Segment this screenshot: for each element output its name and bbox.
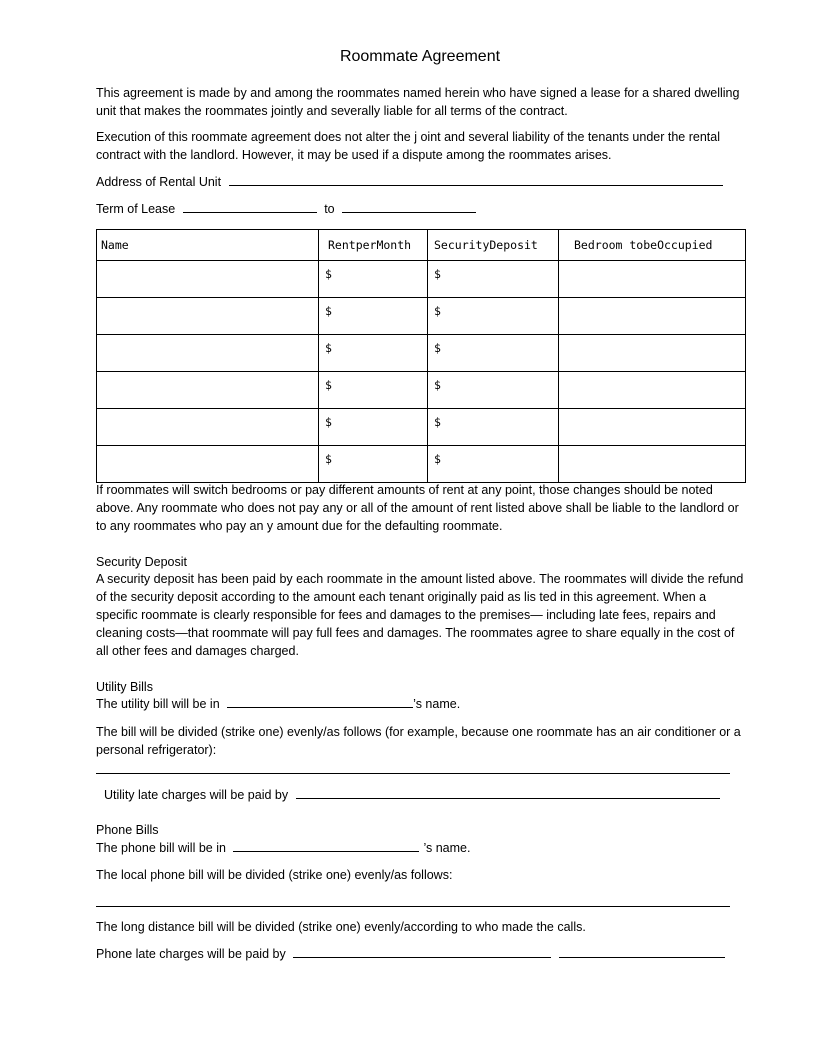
utility-divided-text: The bill will be divided (strike one) evenly/as follows (for example, because one roommate has an air conditioner or a personal refrigerator): bbox=[96, 725, 741, 757]
utility-late-label: Utility late charges will be paid by bbox=[104, 788, 289, 802]
utility-heading: Utility Bills bbox=[96, 680, 153, 694]
term-label: Term of Lease bbox=[96, 202, 176, 216]
table-row bbox=[97, 446, 746, 483]
phone-late-label: Phone late charges will be paid by bbox=[96, 947, 286, 961]
phone-late-blank-1[interactable] bbox=[293, 945, 551, 958]
bedroom-cell[interactable] bbox=[559, 446, 746, 483]
address-row bbox=[96, 173, 723, 191]
dollar-sign: $ bbox=[325, 341, 332, 355]
phone-late-row bbox=[96, 945, 725, 963]
header-name: Name bbox=[97, 230, 319, 261]
local-phone-divided: The local phone bill will be divided (strike one) evenly/as follows: bbox=[96, 868, 453, 882]
long-distance-text: The long distance bill will be divided (strike one) evenly/according to who made the calls. bbox=[96, 920, 586, 934]
utility-bill-suffix: ’s name. bbox=[413, 697, 461, 711]
rent-cell[interactable] bbox=[319, 372, 428, 409]
table-row bbox=[97, 261, 746, 298]
name-cell[interactable] bbox=[97, 261, 319, 298]
after-table-paragraph: If roommates will switch bedrooms or pay different amounts of rent at any point, those changes should be noted above. Any roommate who does not pay any or all of the amount of rent listed above shall be liable to the landlord or to any roommates who pay an y amount due for the defaulting roommate. bbox=[96, 483, 739, 533]
deposit-cell[interactable] bbox=[428, 261, 559, 298]
address-label: Address of Rental Unit bbox=[96, 175, 222, 189]
table-row bbox=[97, 335, 746, 372]
utility-late-blank[interactable] bbox=[296, 786, 720, 799]
name-cell[interactable] bbox=[97, 446, 319, 483]
utility-late-row bbox=[104, 786, 720, 804]
table-row bbox=[97, 372, 746, 409]
table-header-row bbox=[97, 230, 746, 261]
local-phone-division-line[interactable] bbox=[96, 906, 730, 907]
bedroom-cell[interactable] bbox=[559, 261, 746, 298]
term-row bbox=[96, 200, 476, 218]
roommate-table bbox=[96, 229, 746, 483]
header-rent: RentperMonth bbox=[319, 230, 428, 261]
utility-name-blank[interactable] bbox=[227, 695, 413, 708]
phone-heading: Phone Bills bbox=[96, 823, 159, 837]
name-cell[interactable] bbox=[97, 298, 319, 335]
dollar-sign: $ bbox=[434, 452, 441, 466]
deposit-cell[interactable] bbox=[428, 409, 559, 446]
rent-cell[interactable] bbox=[319, 335, 428, 372]
security-paragraph: A security deposit has been paid by each roommate in the amount listed above. The roommates will divide the refund of the security deposit according to the amount each tenant originally paid as lis ted in this agreement. When a specific roommate is clearly responsible for fees and damages to the premises— including late fees, repairs and cleaning costs—that roommate will pay full fees and damages. The roommates agree to share equally in the cost of all other fees and damages charged. bbox=[96, 572, 744, 658]
table-row bbox=[97, 298, 746, 335]
dollar-sign: $ bbox=[325, 415, 332, 429]
bedroom-cell[interactable] bbox=[559, 372, 746, 409]
phone-bill-prefix: The phone bill will be in bbox=[96, 841, 226, 855]
phone-name-blank[interactable] bbox=[233, 839, 419, 852]
dollar-sign: $ bbox=[434, 341, 441, 355]
utility-division-line[interactable] bbox=[96, 773, 730, 774]
phone-bill-name-row bbox=[96, 839, 470, 857]
dollar-sign: $ bbox=[434, 415, 441, 429]
deposit-cell[interactable] bbox=[428, 335, 559, 372]
address-blank[interactable] bbox=[229, 173, 723, 186]
term-start-blank[interactable] bbox=[183, 200, 317, 213]
bedroom-cell[interactable] bbox=[559, 298, 746, 335]
rent-cell[interactable] bbox=[319, 409, 428, 446]
intro-paragraph-1: This agreement is made by and among the roommates named herein who have signed a lease for a shared dwelling unit that makes the roommates jointly and severally liable for all terms of the contract. bbox=[96, 86, 740, 118]
dollar-sign: $ bbox=[325, 452, 332, 466]
header-bedroom: Bedroom tobeOccupied bbox=[559, 230, 746, 261]
name-cell[interactable] bbox=[97, 335, 319, 372]
deposit-cell[interactable] bbox=[428, 298, 559, 335]
security-heading: Security Deposit bbox=[96, 555, 188, 569]
table-row bbox=[97, 409, 746, 446]
term-end-blank[interactable] bbox=[342, 200, 476, 213]
utility-bill-name-row bbox=[96, 695, 460, 713]
bedroom-cell[interactable] bbox=[559, 335, 746, 372]
term-to: to bbox=[324, 202, 335, 216]
deposit-cell[interactable] bbox=[428, 372, 559, 409]
rent-cell[interactable] bbox=[319, 446, 428, 483]
dollar-sign: $ bbox=[434, 267, 441, 281]
dollar-sign: $ bbox=[434, 378, 441, 392]
dollar-sign: $ bbox=[325, 304, 332, 318]
utility-bill-prefix: The utility bill will be in bbox=[96, 697, 220, 711]
dollar-sign: $ bbox=[434, 304, 441, 318]
dollar-sign: $ bbox=[325, 378, 332, 392]
rent-cell[interactable] bbox=[319, 261, 428, 298]
name-cell[interactable] bbox=[97, 409, 319, 446]
intro-paragraph-2: Execution of this roommate agreement does not alter the j oint and several liability of the tenants under the rental contract with the landlord. However, it may be used if a dispute among the roommates arises. bbox=[96, 130, 720, 162]
bedroom-cell[interactable] bbox=[559, 409, 746, 446]
phone-bill-suffix: ’s name. bbox=[423, 841, 471, 855]
dollar-sign: $ bbox=[325, 267, 332, 281]
page-title: Roommate Agreement bbox=[339, 48, 501, 65]
phone-late-blank-2[interactable] bbox=[559, 945, 725, 958]
name-cell[interactable] bbox=[97, 372, 319, 409]
header-deposit: SecurityDeposit bbox=[428, 230, 559, 261]
deposit-cell[interactable] bbox=[428, 446, 559, 483]
rent-cell[interactable] bbox=[319, 298, 428, 335]
